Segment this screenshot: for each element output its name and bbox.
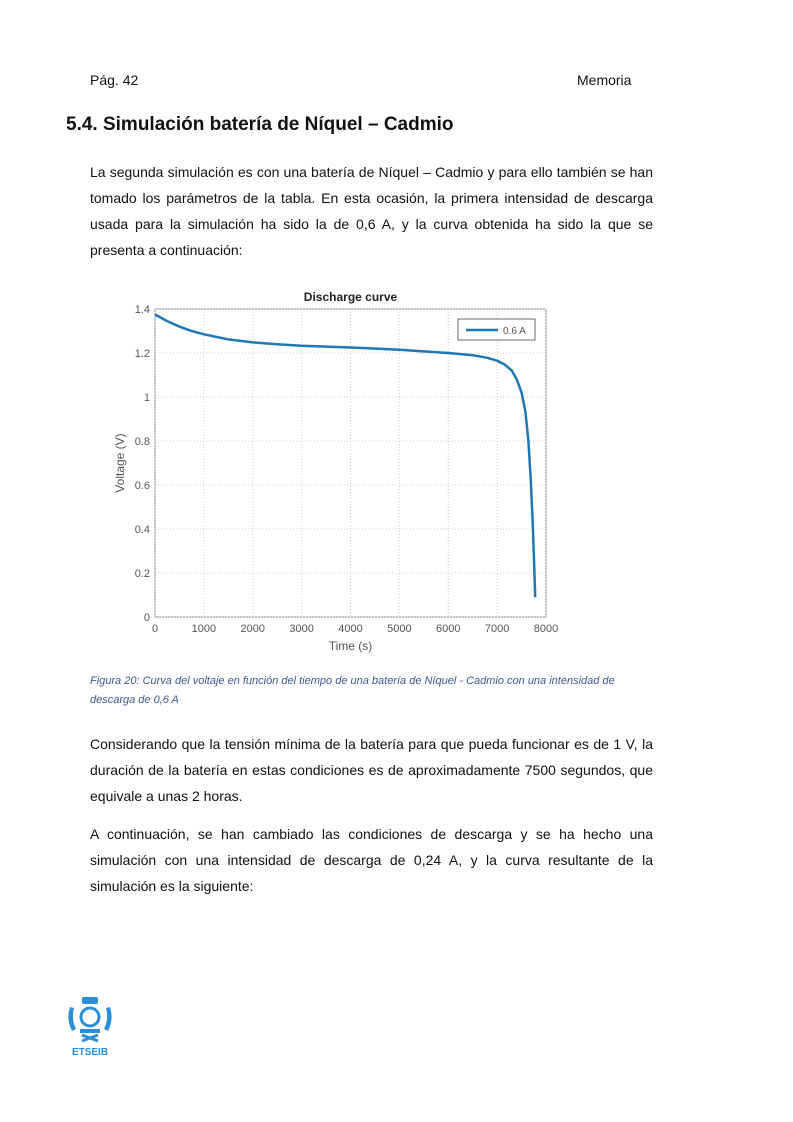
page-number: Pág. 42 (90, 72, 139, 88)
x-tick-label: 4000 (338, 623, 363, 635)
legend-label: 0.6 A (503, 326, 526, 337)
y-tick-label: 0.8 (134, 436, 150, 448)
paragraph-intro: La segunda simulación es con una batería de Níquel – Cadmio y para ello también se han tomado los parámetros de la tabla. En esta ocasión, la primera intensidad de descarga usada para la simulación ha sido la de 0,6 A, y la curva obtenida ha sido la que se presenta a continuación: (90, 164, 653, 258)
y-tick-label: 0 (143, 612, 150, 624)
y-tick-label: 1 (143, 392, 150, 404)
y-axis-label: Voltage (V) (113, 433, 127, 493)
paragraph-conclusion: Considerando que la tensión mínima de la batería para que pueda funcionar es de 1 V, la duración de la batería en estas condiciones es de aproximadamente 7500 segundos, que equivale a unas 2 horas. (90, 736, 653, 804)
section-heading: 5.4. Simulación batería de Níquel – Cadmio (66, 114, 454, 135)
x-tick-label: 7000 (484, 623, 510, 635)
x-tick-label: 3000 (289, 623, 314, 635)
y-tick-label: 0.4 (134, 524, 150, 536)
y-tick-label: 1.2 (134, 348, 150, 360)
svg-text:ETSEIB: ETSEIB (71, 1047, 109, 1057)
x-tick-label: 1000 (191, 623, 217, 635)
x-tick-label: 6000 (436, 623, 461, 635)
x-tick-label: 2000 (240, 623, 265, 635)
x-tick-label: 0 (151, 623, 159, 635)
running-header: Memoria (577, 72, 632, 88)
x-axis-label: Time (s) (328, 639, 373, 653)
etseib-logo (62, 995, 118, 1062)
figure-caption: Figura 20: Curva del voltaje en función del tiempo de una batería de Níquel - Cadmio con una intensidad de descarga de 0,6 A (90, 675, 615, 706)
y-tick-label: 0.2 (134, 568, 150, 580)
x-tick-label: 8000 (533, 623, 559, 635)
discharge-chart (100, 285, 560, 660)
y-tick-label: 0.6 (134, 480, 150, 492)
x-tick-label: 5000 (387, 623, 412, 635)
chart-title: Discharge curve (303, 290, 398, 304)
y-tick-label: 1.4 (134, 304, 150, 316)
paragraph-next: A continuación, se han cambiado las condiciones de descarga y se ha hecho una simulación con una intensidad de descarga de 0,24 A, y la curva resultante de la simulación es la siguiente: (90, 826, 653, 894)
